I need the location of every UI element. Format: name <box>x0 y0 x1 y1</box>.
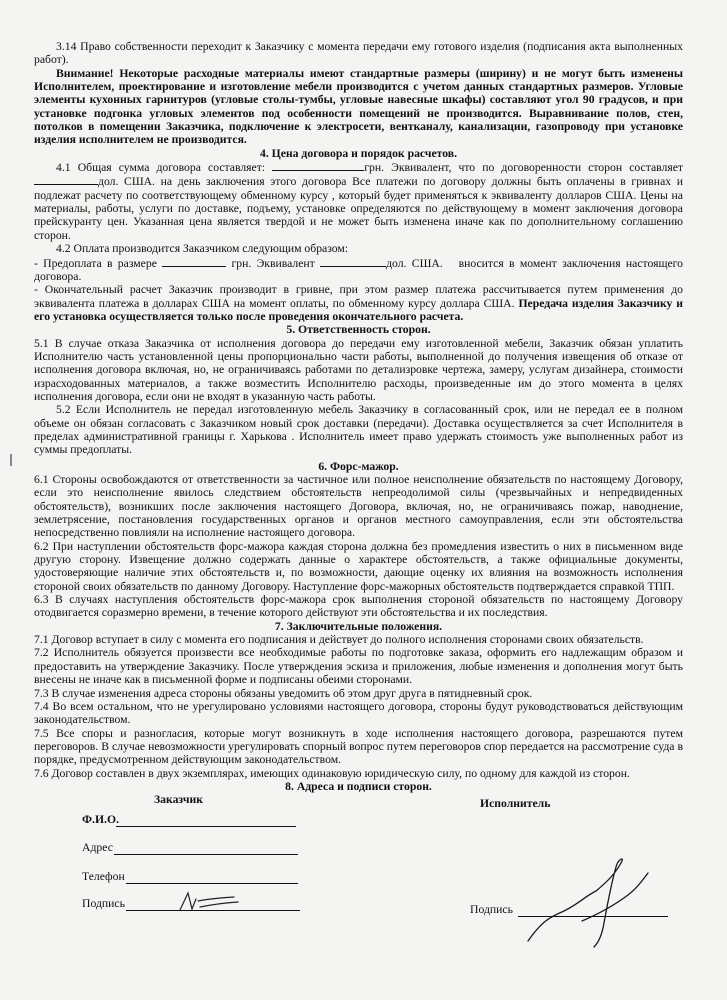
clause-5-2: 5.2 Если Исполнитель не передал изготовленную мебель Заказчику в согласованный срок, или не передал ее в полном объеме он обязан согласовать с Заказчиком новый срок доставки (передачи). Доставка осуществляется за счет Исполнителя в пределах административной границы г. Харькова . Исполнитель имеет право удержать стоимость уже выполненных работ из суммы предоплаты. <box>34 403 683 457</box>
clause-7-3: 7.3 В случае изменения адреса стороны обязаны уведомить об этом друг друга в пятидневный срок. <box>34 686 533 700</box>
blank-total-uah <box>272 160 364 171</box>
final-payment-part-b: Передача изделия Заказчику и его установка осуществляется только после проведения окончательного расчета. <box>34 296 684 323</box>
section-7-heading: 7. Заключительные положения. <box>274 619 443 633</box>
prepayment-part-c: дол. США. <box>386 256 443 270</box>
blank-prepay-uah <box>162 256 226 267</box>
clause-3-14: 3.14 Право собственности переходит к Заказчику с момента передачи ему готового изделия (подписания акта выполненных работ). <box>34 40 683 67</box>
clause-6-3: 6.3 В случаях наступления обстоятельств форс-мажора срок выполнения стороной обязательств по настоящему Договору отодвигается соразмерно времени, в течение которого действуют эти обстоятельства и их последствия. <box>34 593 683 620</box>
phone-line <box>126 882 298 884</box>
prepayment-part-d: вносится в момент заключения настоящего договора. <box>34 256 684 283</box>
clause-6-2: 6.2 При наступлении обстоятельств форс-мажора каждая сторона должна без промедления известить о них в письменном виде другую сторону. Извещение должно содержать данные о характере обстоятельств, а также официальные документы, удостоверяющие наличие этих обстоятельств и, по возможности, дающие оценку их влияния на возможность исполнения стороной своих обязательств по данному Договору. Наступление форс-мажорных обстоятельств подтверждается справкой ТПП. <box>34 539 683 593</box>
blank-total-usd <box>34 174 98 185</box>
section-8-heading: 8. Адреса и подписи сторон. <box>285 779 432 793</box>
blank-prepay-usd <box>320 256 386 267</box>
prepayment-line <box>34 256 683 284</box>
address-line <box>114 853 298 855</box>
warning-lead: Внимание! <box>56 66 114 80</box>
final-payment-part-a: - Окончательный расчет Заказчик производит в гривне, при этом размер платежа рассчитывается путем применения до эквивалента платежа в долларах США на момент оплаты, по обменному курсу доллара США. <box>34 283 683 310</box>
clause-4-1 <box>34 160 683 242</box>
margin-mark <box>10 454 12 466</box>
customer-signature-icon <box>174 885 244 915</box>
section-5-heading: 5. Ответственность сторон. <box>286 323 431 337</box>
address-label: Адрес <box>82 841 113 855</box>
fio-label: Ф.И.О. <box>82 813 119 827</box>
section-6-heading: 6. Форс-мажор. <box>318 459 399 473</box>
clause-7-4: 7.4 Во всем остальном, что не урегулировано условиями настоящего договора, стороны будут руководствоваться действующим законодательством. <box>34 699 683 727</box>
phone-label: Телефон <box>82 870 125 884</box>
clause-6-1: 6.1 Стороны освобождаются от ответственности за частичное или полное неисполнение обязательств по настоящему Договору, если это неисполнение явилось следствием обстоятельств непреодолимой силы (чрезвычайных и непредвиденных обстоятельств), возникших после заключения настоящего Договора, включая, но, не ограничиваясь пожар, наводнение, землетрясение, постановления государственных органов и органов местного самоуправления, если эти обстоятельства непосредственно повлияли на исполнение настоящего договора. <box>34 473 683 540</box>
warning-paragraph <box>34 67 683 147</box>
final-payment-line <box>34 283 683 323</box>
warning-text: Некоторые расходные материалы имеют стандартные размеры (ширину) и не могут быть изменены Исполнителем, проектирование и изготовление мебели производится с учетом данных стандартных размеров. Угловые элементы кухонных гарнитуров (угловые столы-тумбы, угловые навесные шкафы) составляют угол 90 градусов, и при установке подгонка угловых элементов под особенности помещений не производится. Выравнивание полов, стен, потолков в помещении Заказчика, подключение к электросети, вентканалу, канализации, газопроводу при установке изделия исполнителем не производится. <box>34 66 684 147</box>
clause-7-2: 7.2 Исполнитель обязуется произвести все необходимые работы по подготовке заказа, оформить его надлежащим образом и предоставить на утверждение Заказчику. После утверждения эскиза и приложения, любые изменения и дополнения могут быть внесены не иначе как в письменной форме и подписаны обеими сторонами. <box>34 646 683 687</box>
contractor-signature-label: Подпись <box>470 903 513 917</box>
section-4-heading: 4. Цена договора и порядок расчетов. <box>259 146 458 160</box>
customer-signature-label: Подпись <box>82 897 125 911</box>
signatures-block <box>34 793 683 963</box>
clause-4-2: 4.2 Оплата производится Заказчиком следующим образом: <box>56 242 349 256</box>
clause-4-1-part-b: грн. Эквивалент, что по договоренности сторон составляет <box>364 161 684 175</box>
clause-7-1: 7.1 Договор вступает в силу с момента его подписания и действует до полного исполнения сторонами своих обязательств. <box>34 633 644 647</box>
clause-5-1: 5.1 В случае отказа Заказчика от исполнения договора до передачи ему изготовленной мебели, Заказчик обязан уплатить Исполнителю часть установленной цены пропорционально части работы, выполненной до получения извещения об отказе от исполнения договора включая, но, не ограничиваясь работами по детализровке чертежа, замеру, услугам дизайнера, стоимости израсходованных материалов, а также возместить Исполнителю расходы, произведенные им до этого момента в целях исполнения договора, если они не входят в указанную часть работы. <box>34 336 683 403</box>
prepayment-part-a: - Предоплата в размере <box>34 256 157 270</box>
clause-4-1-part-a: 4.1 Общая сумма договора составляет: <box>56 161 266 175</box>
prepayment-part-b: грн. Эквивалент <box>231 256 315 270</box>
clause-7-5: 7.5 Все споры и разногласия, которые могут возникнуть в ходе исполнения настоящего договора, разрешаются путем переговоров. В случае невозможности урегулировать спорный вопрос путем переговоров спор передается на рассмотрение суда в порядке, предусмотренном действующим законодательством. <box>34 726 683 767</box>
customer-heading: Заказчик <box>154 793 203 807</box>
clause-4-1-part-c: дол. США. на день заключения этого договора Все платежи по договору должны быть оплачены в гривнах и подлежат расчету по соответствующему обменному курсу , который будет применяться к эквиваленту долларов США. Цены на материалы, работы, услуги по доставке, подъему, установке определяются по действующему в момент заключения договора прейскуранту цен. Указанная цена является твердой и не может быть изменена иначе как по дополнительному соглашению сторон. <box>34 175 683 242</box>
clause-7-6: 7.6 Договор составлен в двух экземплярах, имеющих одинаковую юридическую силу, по одному для каждой из сторон. <box>34 766 630 780</box>
contractor-heading: Исполнитель <box>480 797 551 811</box>
contractor-signature-icon <box>524 851 664 951</box>
fio-line <box>116 825 296 827</box>
